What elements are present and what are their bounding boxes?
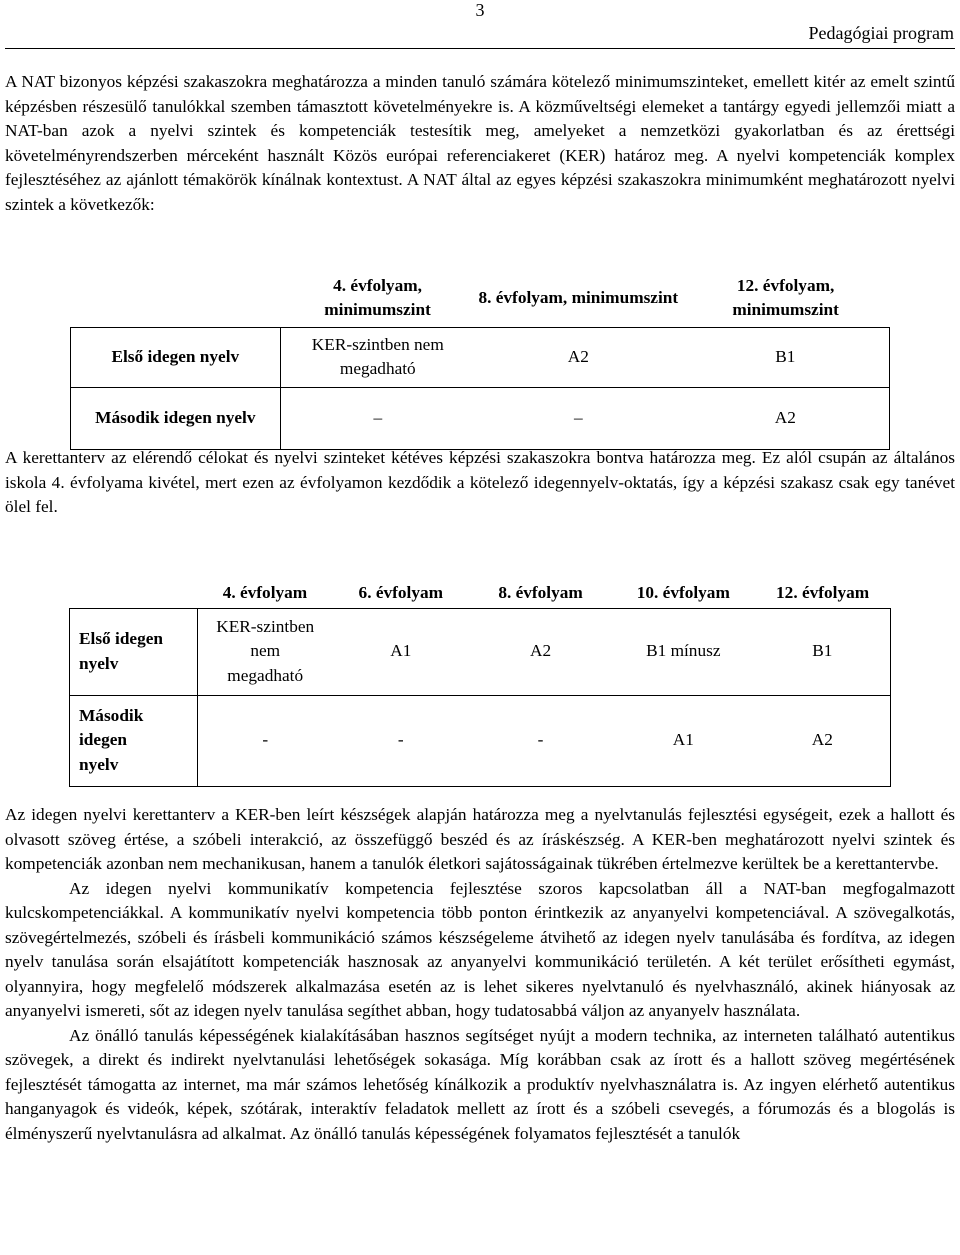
table1-cell: A2 <box>475 327 682 387</box>
paragraph-kerettanterv: A kerettanterv az elérendő célokat és nyelvi szinteket kétéves képzési szakaszokra bontva határozza meg. Ez alól csupán az általános iskola 4. évfolyama kivétel, mert ezen az évfolyamon kezdődik a kötelező idegennyelv-oktatás, így a képzési szakasz csak egy tanévet ölel fel. <box>5 448 955 516</box>
paragraph-kerettanterv-block <box>5 446 955 520</box>
table1-cell: B1 <box>682 327 890 387</box>
table2-header: 8. évfolyam <box>469 568 612 608</box>
table2-cell: A2 <box>755 695 891 786</box>
table2-cell: - <box>469 695 612 786</box>
table2-cell: A2 <box>469 608 612 695</box>
paragraph-intro: A NAT bizonyos képzési szakaszokra meghatározza a minden tanuló számára kötelező minimumszinteket, emellett kitér az emelt szintű képzésben részesülő tanulókkal szemben támasztott követelményekre is. A közműveltségi elemeket a tantárgy egyedi jellemzői miatt a NAT-ban azok a nyelvi szintek és kompetenciák testesítik meg, amelyeket a nemzetközi gyakorlatban és az érettségi követelményrendszerben mérceként használt Közös európai referenciakeret (KER) határoz meg. A nyelvi kompetenciák komplex fejlesztéséhez az ajánlott témakörök kínálnak kontextust. A NAT által az egyes képzési szakaszokra minimumként meghatározott nyelvi szintek a következők: <box>5 72 955 214</box>
table2-cell: A1 <box>332 608 469 695</box>
grade-levels-table <box>69 568 891 787</box>
paragraph-independent-learning: Az önálló tanulás képességének kialakításában hasznos segítséget nyújt a modern technika, az interneten található autentikus szövegek, a direkt és indirekt nyelvtanulási lehetőségek sokasága. Míg korábban csak az írott és a hallott szöveg megértésének fejlesztését támogatta az internet, ma már számos lehetőség kínálkozik a produktív nyelvhasználatra is. Az ingyen elérhető autentikus hanganyagok és videók, képek, szótárak, interaktív feladatok mellett az írott és a szóbeli csevegés, a fórumozás és a blogolás is élményszerű nyelvtanulásra ad alkalmat. Az önálló tanulás képességének folyamatos fejlesztését a tanulók <box>5 1025 955 1143</box>
table1-cell: KER-szintben nem megadható <box>280 327 475 387</box>
table1-corner <box>71 270 281 327</box>
table1-header: 4. évfolyam, minimumszint <box>280 270 475 327</box>
table1-cell: – <box>280 387 475 449</box>
table2-row-label: Második idegen nyelv <box>70 695 198 786</box>
table1-row-label: Második idegen nyelv <box>71 387 281 449</box>
table2-header: 10. évfolyam <box>612 568 755 608</box>
table2-cell: - <box>332 695 469 786</box>
table1-cell: A2 <box>682 387 890 449</box>
table2-header: 12. évfolyam <box>755 568 891 608</box>
paragraph-communicative-competence: Az idegen nyelvi kommunikatív kompetencia fejlesztése szoros kapcsolatban áll a NAT-ban megfogalmazott kulcskompetenciákkal. A kommunikatív nyelvi kompetencia több ponton érintkezik az anyanyelvi kompetenciával. A szövegalkotás, szövegértelmezés, szóbeli és írásbeli kommunikáció számos készségeleme átvihető az idegen nyelv tanulásába és fordítva, az idegen nyelv tanulása során elsajátított kompetenciák hasznosak az anyanyelvi kommunikáció területén. A két terület erősítheti egymást, olyannyira, hogy megfelelő módszerek alkalmazása esetén az is lehet sikeres nyelvtanuló és nyelvhasználó, akinek hiányosak az anyanyelvi ismereti, sőt az idegen nyelv tanulása segíthet abban, hogy tudatosabbá váljon az anyanyelv használata. <box>5 878 955 1020</box>
table1-row-label: Első idegen nyelv <box>71 327 281 387</box>
header-rule <box>5 48 955 49</box>
table2-row-label: Első idegen nyelv <box>70 608 198 695</box>
table2-cell: B1 <box>755 608 891 695</box>
paragraph-intro-block <box>5 70 955 217</box>
table2-cell: - <box>197 695 332 786</box>
table2-header: 4. évfolyam <box>197 568 332 608</box>
body-text-block <box>5 803 955 1146</box>
table2-header: 6. évfolyam <box>332 568 469 608</box>
paragraph-ker-skills: Az idegen nyelvi kerettanterv a KER-ben leírt készségek alapján határozza meg a nyelvtanulás fejlesztési egységeit, ezek a hallott és olvasott szöveg értése, a szóbeli interakció, az összefüggő beszéd és az íráskészség. A KER-ben meghatározott nyelvi szintek és kompetenciák azonban nem mechanikusan, hanem a tanulók életkori sajátosságainak tükrében értelmezve kerültek be a kerettantervbe. <box>5 805 955 873</box>
minimum-levels-table <box>70 270 890 450</box>
table2-cell: KER-szintben nem megadható <box>197 608 332 695</box>
table2-cell: B1 mínusz <box>612 608 755 695</box>
table1-header: 8. évfolyam, minimumszint <box>475 270 682 327</box>
running-header-title: Pedagógiai program <box>808 23 954 43</box>
table1-cell: – <box>475 387 682 449</box>
table1-header: 12. évfolyam, minimumszint <box>682 270 890 327</box>
page-number: 3 <box>475 0 485 20</box>
table2-cell: A1 <box>612 695 755 786</box>
table2-corner <box>70 568 198 608</box>
